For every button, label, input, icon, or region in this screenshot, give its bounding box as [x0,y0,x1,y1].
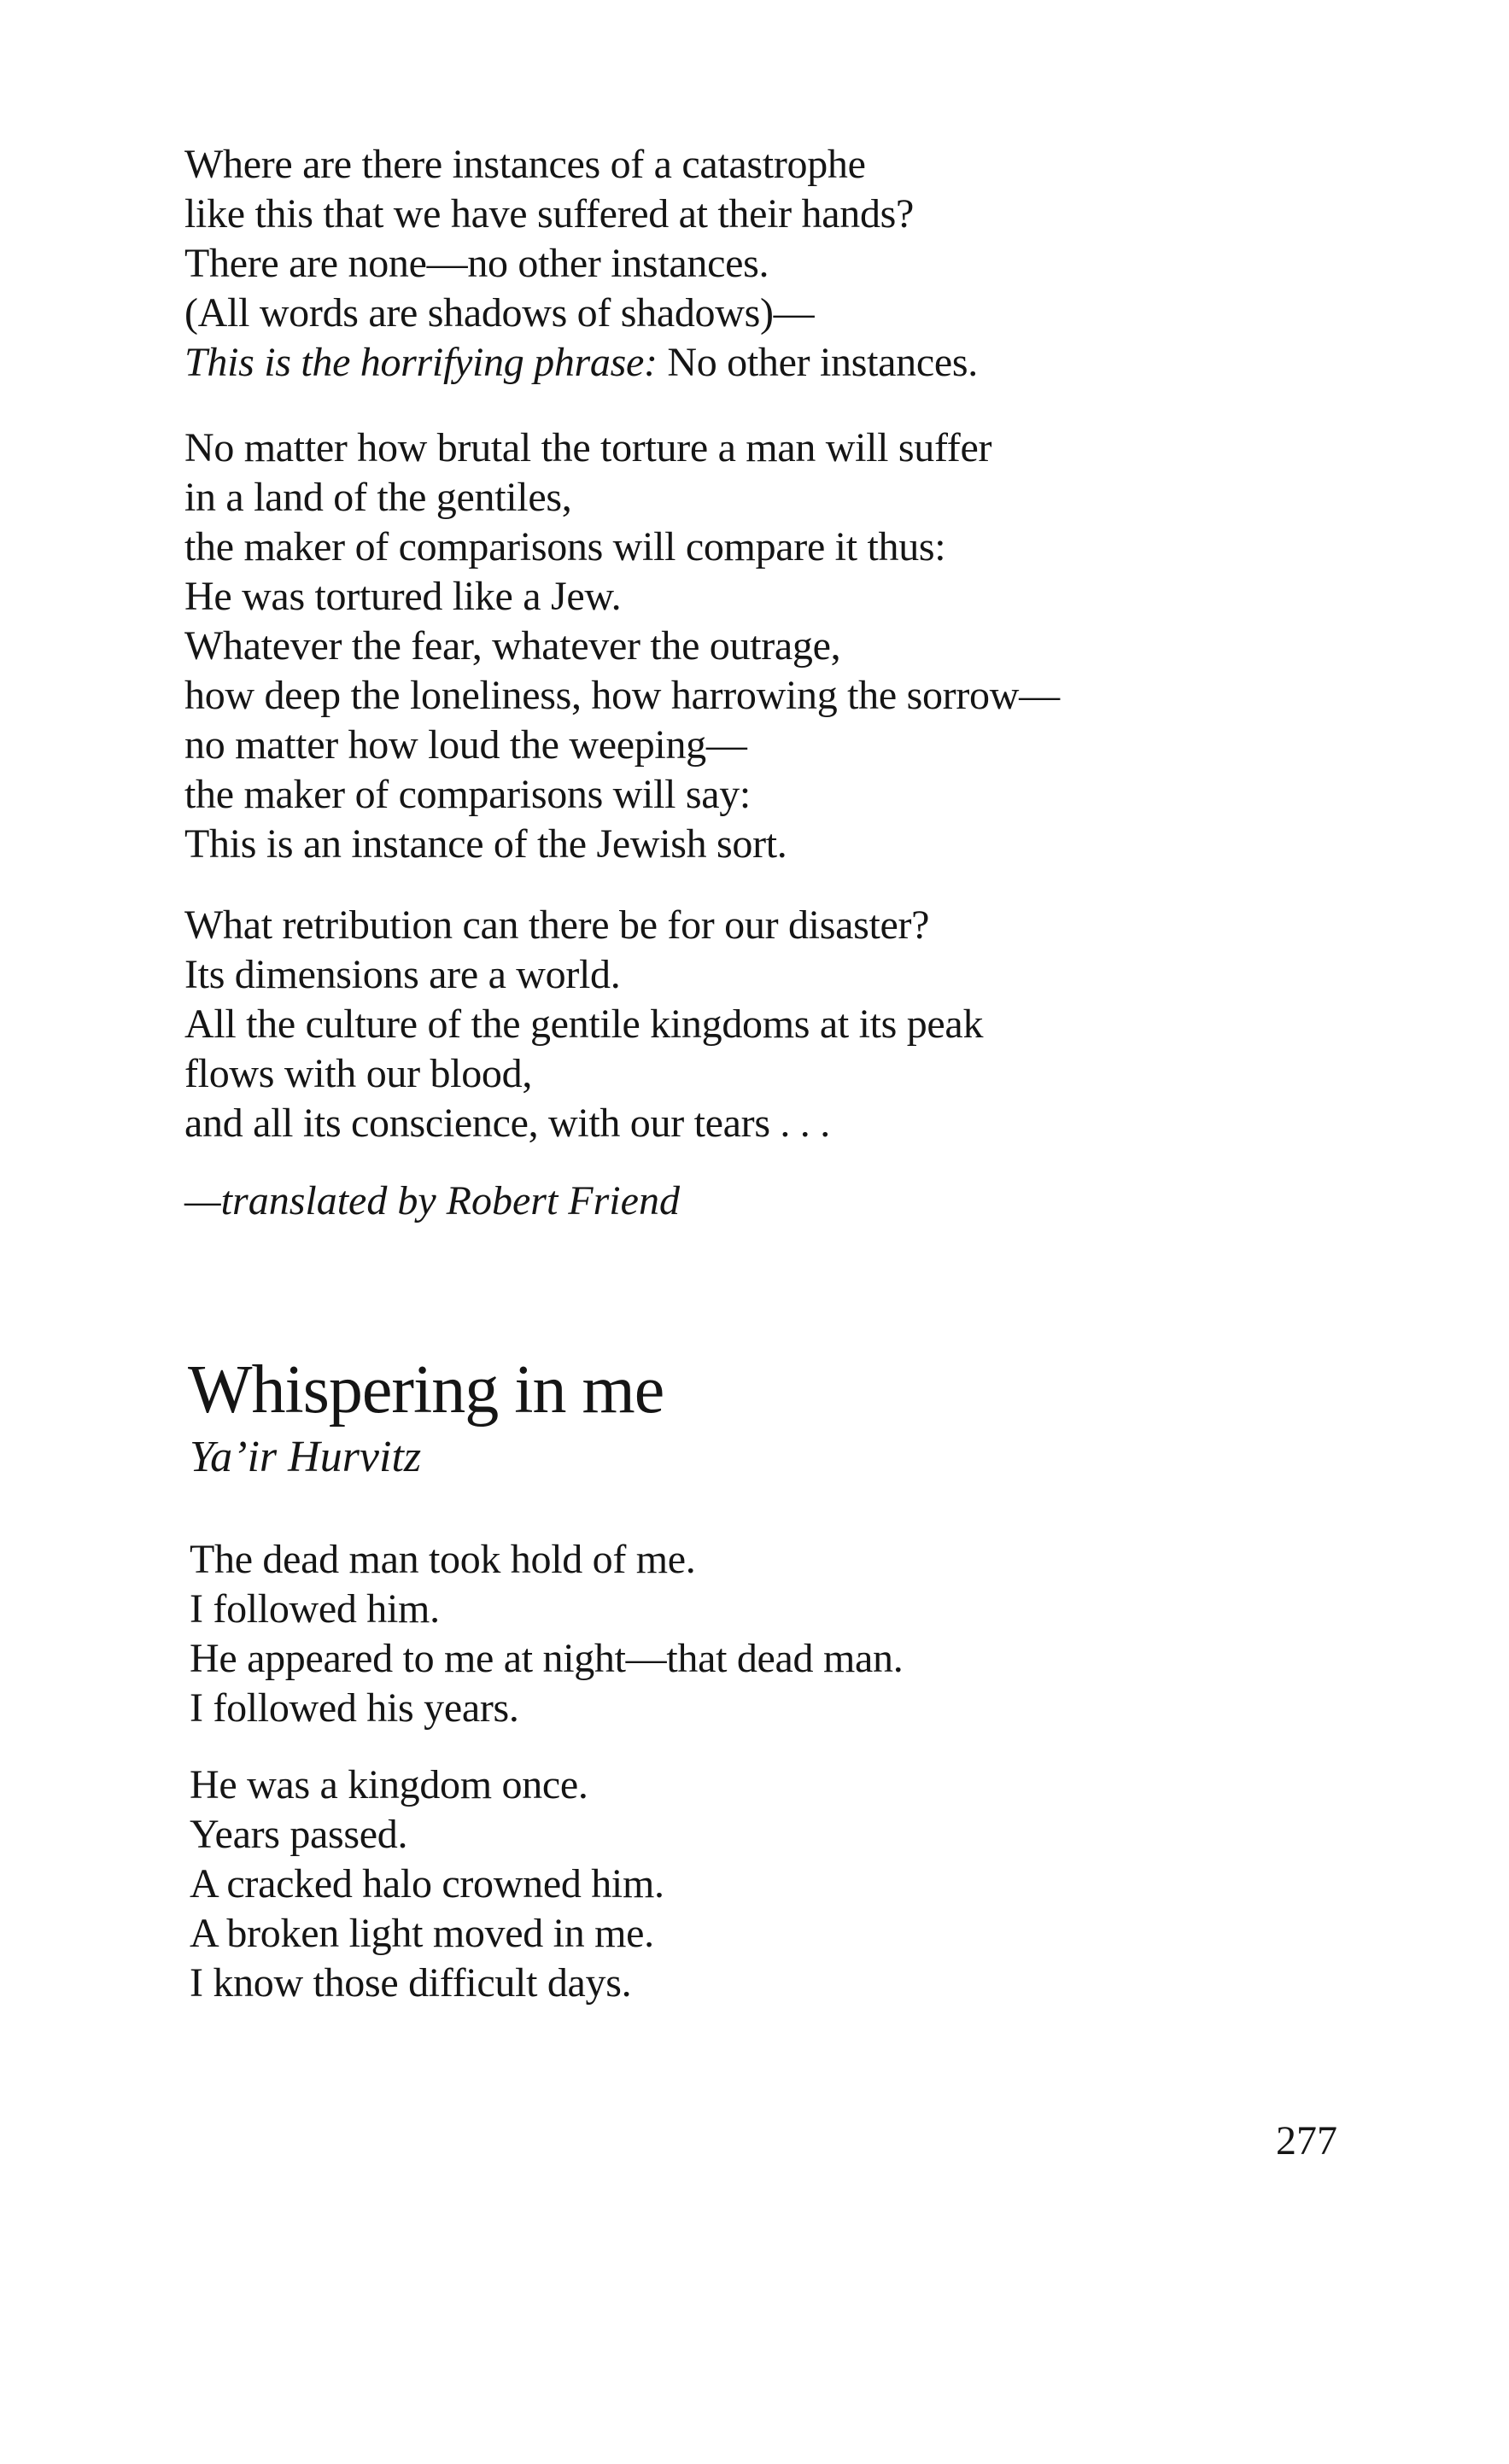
poem-line-text: No other instances. [657,340,978,385]
poem-stanza-5 [190,1760,664,2008]
poem-line: the maker of comparisons will compare it thus: [184,524,946,569]
poem-line: A cracked halo crowned him. [190,1861,664,1906]
poem-line: Its dimensions are a world. [184,952,621,997]
poem-line: No matter how brutal the torture a man will suffer [184,425,992,470]
poem-stanza-1 [184,140,978,388]
poem-line: I know those difficult days. [190,1960,632,2006]
page-number: 277 [1276,2118,1337,2163]
poem-line: flows with our blood, [184,1051,533,1096]
poem-line: The dead man took hold of me. [190,1537,696,1582]
poem-author: Ya’ir Hurvitz [190,1433,422,1481]
poem-line: no matter how loud the weeping— [184,722,747,768]
poem-line: Whatever the fear, whatever the outrage, [184,623,841,669]
poem-stanza-3 [184,901,983,1148]
poem-line: This is an instance of the Jewish sort. [184,821,787,867]
poem-line: (All words are shadows of shadows)— [184,290,815,336]
poem-line: I followed him. [190,1586,440,1632]
poem-line: He was tortured like a Jew. [184,574,622,619]
poem-line: He appeared to me at night—that dead man. [190,1636,904,1681]
poem-line: What retribution can there be for our disaster? [184,902,930,948]
poem-line: Where are there instances of a catastrophe [184,142,866,187]
poem-line: in a land of the gentiles, [184,475,572,520]
poem-line: He was a kingdom once. [190,1762,588,1807]
poem-line: All the culture of the gentile kingdoms at its peak [184,1001,984,1047]
poem-title: Whispering in me [188,1352,664,1428]
poem-line: like this that we have suffered at their hands? [184,191,915,236]
poem-line: how deep the loneliness, how harrowing the sorrow— [184,673,1060,718]
poem-line: the maker of comparisons will say: [184,772,751,817]
poem-line: and all its conscience, with our tears . . . [184,1101,830,1146]
poem-stanza-4 [190,1535,903,1733]
translator-credit: —translated by Robert Friend [184,1178,680,1223]
poem-line [184,338,978,388]
poem-line: A broken light moved in me. [190,1911,654,1956]
poem-line: There are none—no other instances. [184,241,769,286]
poem-line: I followed his years. [190,1685,519,1731]
poem-line: Years passed. [190,1812,408,1857]
poem-stanza-2 [184,423,1060,869]
italic-phrase: This is the horrifying phrase: [184,340,658,385]
